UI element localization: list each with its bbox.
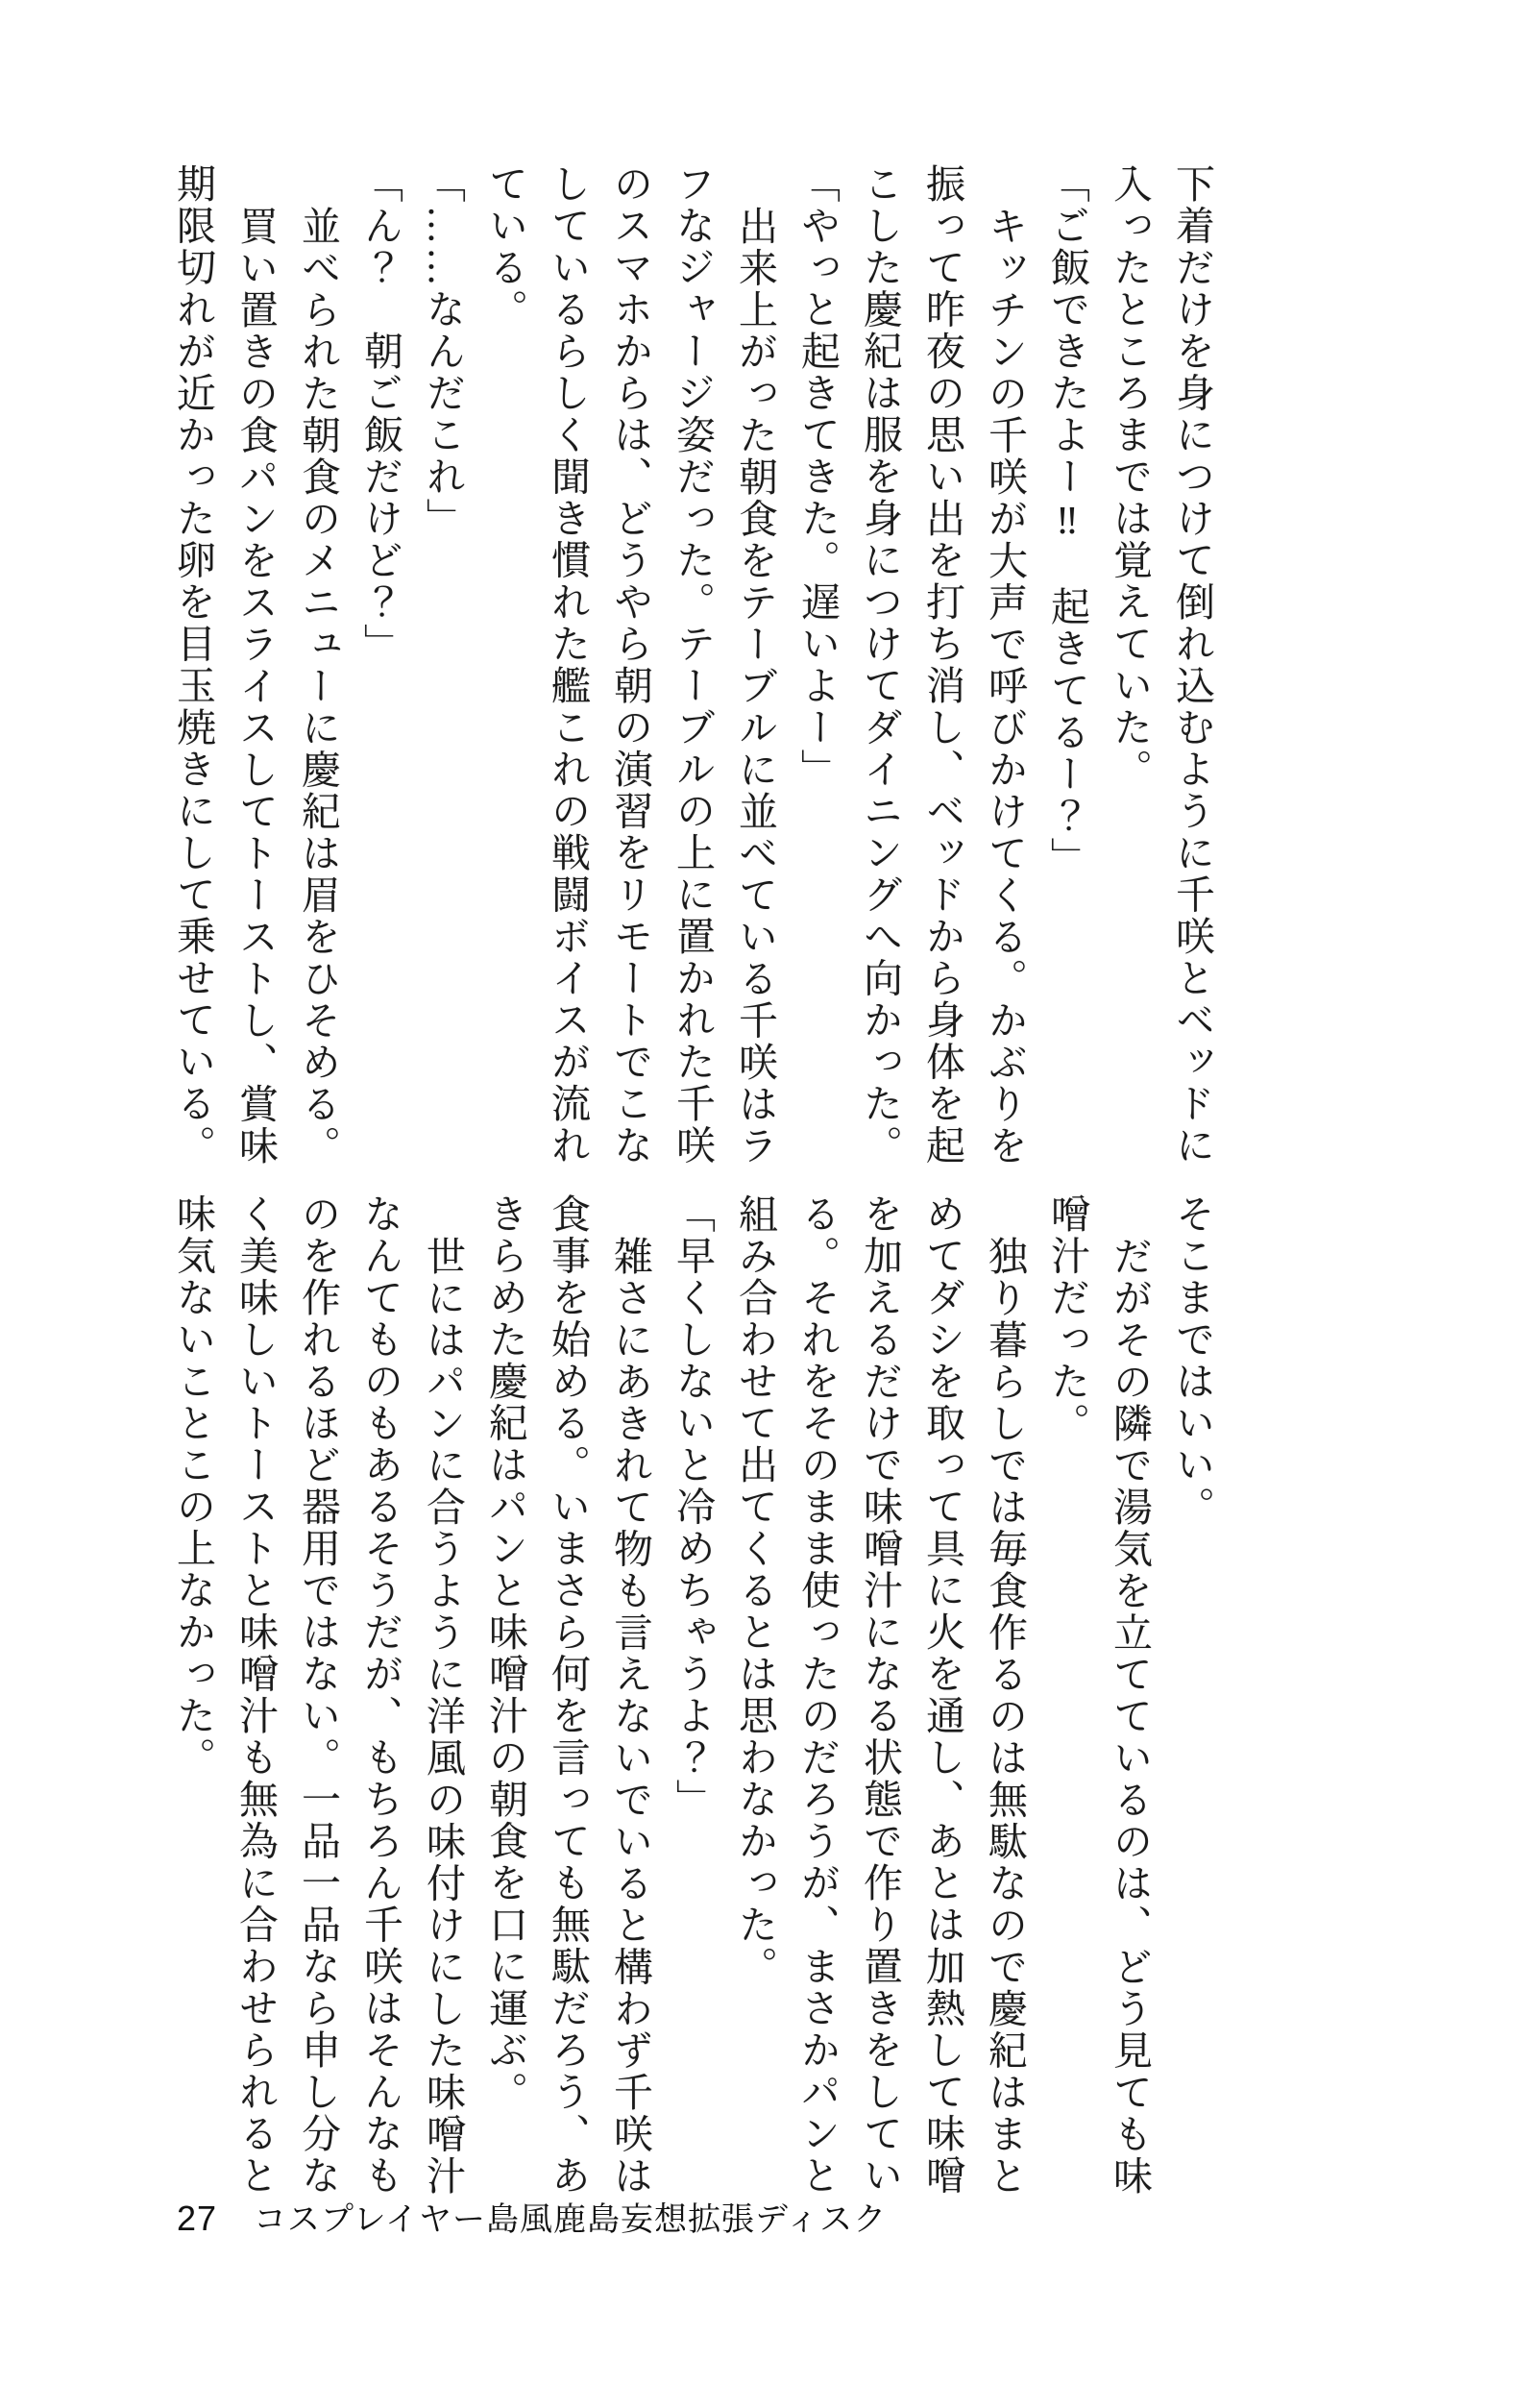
paragraph: 雑さにあきれて物も言えないでいると構わず千咲は食事を始める。いまさら何を言っても無駄だろう、あきらめた慶紀はパンと味噌汁の朝食を口に運ぶ。 <box>483 1193 652 2197</box>
paragraph: だがその隣で湯気を立てているのは、どう見ても味噌汁だった。 <box>1045 1193 1152 2197</box>
text-block-top <box>161 163 1223 1168</box>
paragraph: そこまではいい。 <box>1170 1193 1214 1528</box>
paragraph: 世にはパンに合うように洋風の味付けにした味噌汁なんてものもあるそうだが、もちろん千咲はそんなものを作れるほど器用ではない。一品一品なら申し分なく美味しいトーストと味噌汁も無為に合わせられると味気ないことこの上なかった。 <box>171 1193 465 2197</box>
paragraph: 「ん？ 朝ご飯だけど？」 <box>358 163 403 665</box>
paragraph: キッチンの千咲が大声で呼びかけてくる。かぶりを振って昨夜の思い出を打ち消し、ベッドから身体を起こした慶紀は服を身につけてダイニングへ向かった。 <box>858 163 1027 1167</box>
paragraph: 「ご飯できたよー‼ 起きてるー？」 <box>1045 163 1089 879</box>
paragraph: 「早くしないと冷めちゃうよ？」 <box>671 1193 715 1821</box>
paragraph: 出来上がった朝食をテーブルに並べている千咲はラフなジャージ姿だった。テーブルの上に置かれた千咲のスマホからは、どうやら朝の演習をリモートでこなしているらしく聞き慣れた艦これの戦闘ボイスが流れている。 <box>483 163 777 1167</box>
paragraph: 独り暮らしでは毎食作るのは無駄なので慶紀はまとめてダシを取って具に火を通し、あとは加熱して味噌を加えるだけで味噌汁になる状態で作り置きをしている。それをそのまま使ったのだろうが、まさかパンと組み合わせて出てくるとは思わなかった。 <box>733 1193 1027 2197</box>
paragraph: 下着だけを身につけて倒れ込むように千咲とベッドに入ったところまでは覚えていた。 <box>1108 163 1214 1167</box>
page-footer <box>177 2193 887 2240</box>
paragraph: 並べられた朝食のメニューに慶紀は眉をひそめる。 <box>296 205 340 1167</box>
paragraph: 「やっと起きてきた。遅いよー」 <box>795 163 840 791</box>
paragraph: 買い置きの食パンをスライスしてトーストし、賞味期限切れが近かった卵を目玉焼きにして乗せている。 <box>171 163 278 1167</box>
running-title: コスプレイヤー島風鹿島妄想拡張ディスク <box>254 2201 888 2238</box>
text-block-bottom <box>161 1193 1223 2199</box>
page-number: 27 <box>177 2199 218 2238</box>
paragraph: 「……なんだこれ」 <box>421 163 465 540</box>
